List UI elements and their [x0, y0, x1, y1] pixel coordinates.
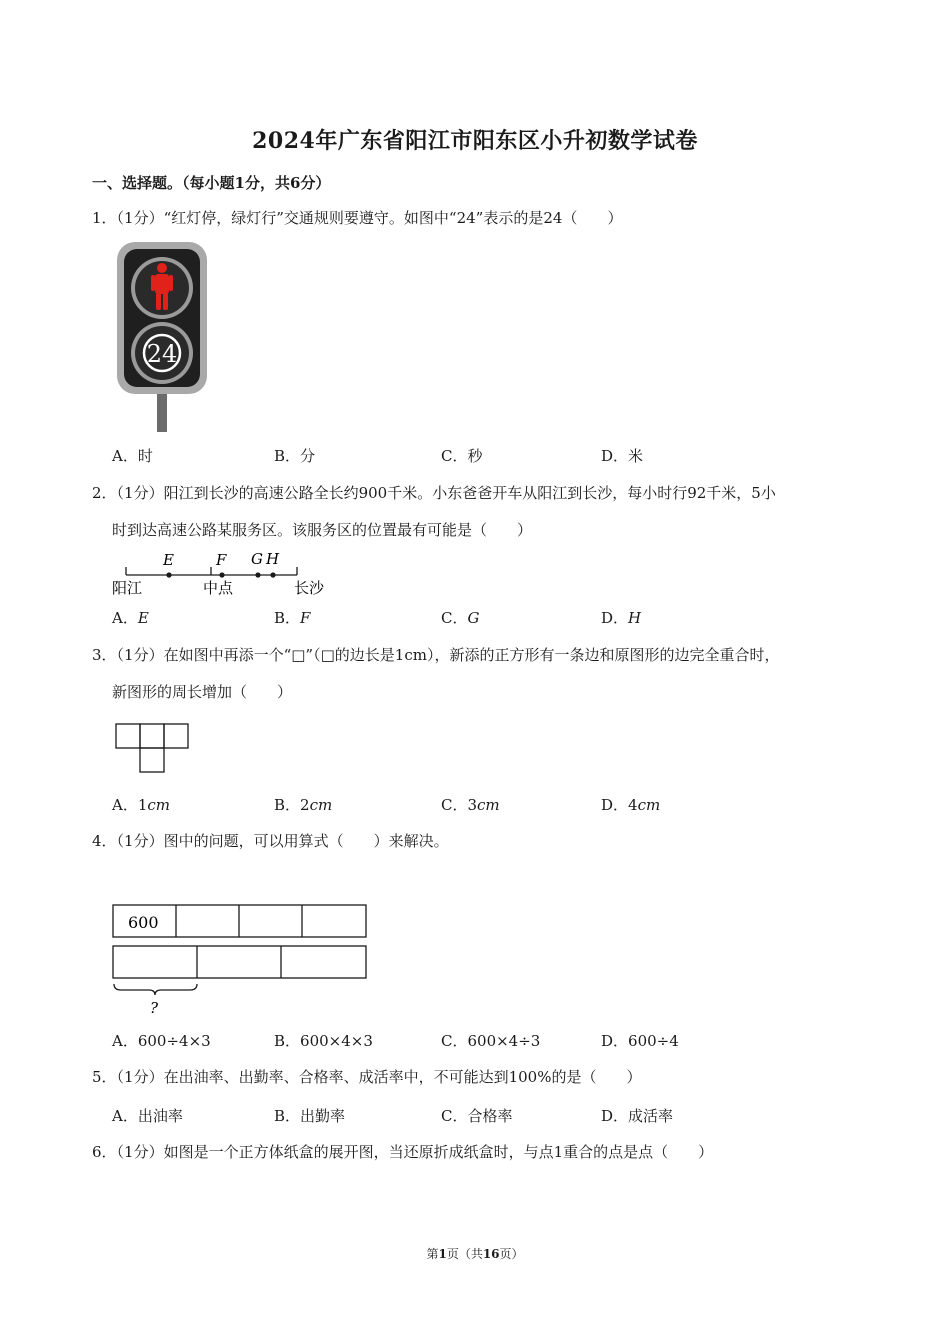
q1-option-b: B．分 [274, 447, 316, 465]
q2-option-b: B．F [274, 609, 311, 627]
q2-option-d: D．H [601, 609, 642, 627]
traffic-light-pole [157, 390, 167, 432]
q2-option-c: C．G [441, 609, 480, 627]
countdown-number: 24 [146, 340, 178, 368]
q4-option-a: A．600÷4×3 [112, 1032, 211, 1050]
question-2-stem-line1: 2．（1分）阳江到长沙的高速公路全长约900千米。小东爸爸开车从阳江到长沙，每小时行92千米，5小 [92, 484, 776, 502]
q5-option-d: D．成活率 [601, 1107, 674, 1125]
svg-text:E: E [163, 551, 174, 569]
point-f [219, 572, 224, 577]
question-3-stem-line2: 新图形的周长增加（ ） [112, 683, 293, 701]
q3-option-d: D．4cm [601, 796, 661, 814]
svg-text:600: 600 [128, 913, 159, 932]
q2-option-a: A．E [112, 609, 149, 627]
brace [114, 984, 197, 995]
q3-option-b: B．2cm [274, 796, 333, 814]
svg-text:长沙: 长沙 [294, 579, 325, 597]
question-5-stem: 5．（1分）在出油率、出勤率、合格率、成活率中，不可能达到100%的是（ ） [92, 1068, 642, 1086]
point-g [255, 572, 260, 577]
question-4-stem: 4．（1分）图中的问题，可以用算式（ ）来解决。 [92, 832, 449, 850]
svg-text:F: F [216, 551, 227, 569]
q4-option-b: B．600×4×3 [274, 1032, 373, 1050]
traffic-light-figure [112, 240, 212, 435]
q1-option-d: D．米 [601, 447, 644, 465]
square-shape-figure [114, 722, 194, 776]
route-line-figure [110, 547, 340, 599]
q3-option-a: A．1cm [112, 796, 171, 814]
question-6-stem: 6．（1分）如图是一个正方体纸盒的展开图，当还原折成纸盒时，与点1重合的点是点（ ） [92, 1143, 714, 1161]
q5-option-b: B．出勤率 [274, 1107, 346, 1125]
question-1-stem: 1．（1分）“红灯停，绿灯行”交通规则要遵守。如图中“24”表示的是24（ ） [92, 209, 623, 227]
page-footer: 第1页（共16页） [426, 1247, 524, 1261]
q4-option-c: C．600×4÷3 [441, 1032, 541, 1050]
page-title: 2024年广东省阳江市阳东区小升初数学试卷 [252, 128, 698, 154]
svg-text:H: H [266, 550, 280, 568]
q4-option-d: D．600÷4 [601, 1032, 679, 1050]
q1-option-c: C．秒 [441, 447, 483, 465]
point-h [270, 572, 275, 577]
q1-option-a: A．时 [112, 447, 153, 465]
question-2-stem-line2: 时到达高速公路某服务区。该服务区的位置最有可能是（ ） [112, 521, 533, 539]
svg-text:?: ? [150, 999, 159, 1017]
bar-model-figure [111, 902, 371, 1018]
svg-text:中点: 中点 [203, 579, 234, 597]
q5-option-c: C．合格率 [441, 1107, 513, 1125]
question-3-stem-line1: 3．（1分）在如图中再添一个“□”（□的边长是1cm），新添的正方形有一条边和原图形的边完全重合时， [92, 646, 780, 664]
svg-text:G: G [251, 550, 263, 568]
q3-option-c: C．3cm [441, 796, 500, 814]
point-e [166, 572, 171, 577]
section-heading: 一、选择题。（每小题1分，共6分） [92, 174, 331, 192]
q5-option-a: A．出油率 [112, 1107, 183, 1125]
svg-text:阳江: 阳江 [112, 579, 143, 597]
